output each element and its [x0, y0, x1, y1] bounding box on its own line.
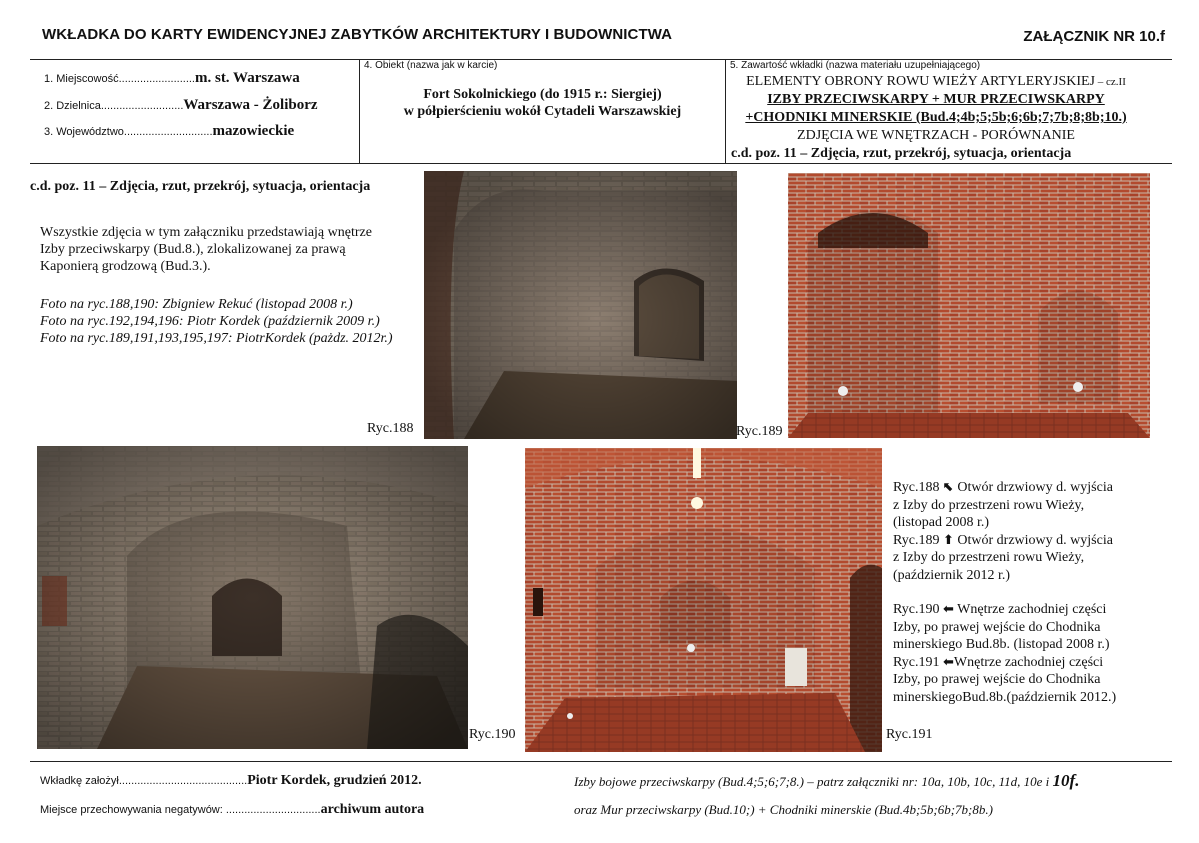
annex-number: ZAŁĄCZNIK NR 10.f — [1023, 28, 1165, 45]
voivodeship-field: 3. Województwo.............................mazowieckie — [44, 123, 295, 139]
contents-line-1: ELEMENTY OBRONY ROWU WIEŻY ARTYLERYJSKIEJ – cz.II — [746, 74, 1126, 89]
label-ryc189: Ryc.189 — [736, 424, 783, 439]
arrow-up-icon: ⬆ — [943, 532, 954, 548]
contents-line-5: c.d. poz. 11 – Zdjęcia, rzut, przekrój, sytuacja, orientacja — [731, 146, 1072, 161]
contents-label: 5. Zawartość wkładki (nazwa materiału uzupełniającego) — [730, 60, 981, 71]
locality-field: 1. Miejscowość.........................m. st. Warszawa — [44, 70, 300, 86]
description: Wszystkie zdjęcia w tym załączniku przedstawiają wnętrze Izby przeciwskarpy (Bud.8.), zlokalizowanej za prawą Kaponierą grodzową (Bud.3.). — [40, 225, 372, 274]
author-field: Wkładkę założył..........................................Piotr Kordek, grudzień 2012. — [40, 773, 422, 788]
voivodeship-value: mazowieckie — [212, 123, 295, 139]
district-field: 2. Dzielnica...........................Warszawa - Żoliborz — [44, 97, 318, 113]
photo-credits: Foto na ryc.188,190: Zbigniew Rekuć (listopad 2008 r.) Foto na ryc.192,194,196: Piotr Kordek (październik 2009 r.) Foto na ryc.189,191,193,195,197: PiotrKordek (pażdz. 2012r.) — [40, 297, 393, 346]
object-name: Fort Sokolnickiego (do 1915 r.: Siergiej) w półpierścieniu wokół Cytadeli Warszawskiej — [403, 87, 682, 119]
label-ryc190: Ryc.190 — [469, 727, 516, 742]
arrow-left-icon: ⬅ — [943, 654, 954, 670]
storage-value: archiwum autora — [320, 802, 425, 817]
form-divider-2 — [725, 59, 726, 163]
district-value: Warszawa - Żoliborz — [183, 97, 318, 113]
reference-line-1: Izby bojowe przeciwskarpy (Bud.4;5;6;7;8.) – patrz załączniki nr: 10a, 10b, 10c, 11d, 10e i 10f. — [574, 771, 1080, 790]
form-top-border — [30, 59, 1172, 60]
photo-ryc191 — [525, 448, 882, 752]
contents-line-3: +CHODNIKI MINERSKIE (Bud.4;4b;5;5b;6;6b;7;7b;8;8b;10.) — [745, 110, 1127, 125]
reference-line-2: oraz Mur przeciwskarpy (Bud.10;) + Chodniki minerskie (Bud.4b;5b;6b;7b;8b.) — [574, 802, 993, 817]
photo-ryc189 — [788, 173, 1150, 438]
author-value: Piotr Kordek, grudzień 2012. — [247, 773, 422, 788]
photo-ryc190 — [37, 446, 468, 749]
object-label: 4. Obiekt (nazwa jak w karcie) — [364, 60, 498, 71]
contents-line-2: IZBY PRZECIWSKARPY + MUR PRZECIWSKARPY — [767, 92, 1105, 107]
section-heading: c.d. poz. 11 – Zdjęcia, rzut, przekrój, sytuacja, orientacja — [30, 179, 371, 194]
locality-value: m. st. Warszawa — [194, 70, 300, 86]
label-ryc188: Ryc.188 — [367, 421, 414, 436]
page-title: WKŁADKA DO KARTY EWIDENCYJNEJ ZABYTKÓW ARCHITEKTURY I BUDOWNICTWA — [42, 26, 673, 43]
arrow-northwest-icon: ⬉ — [943, 480, 954, 495]
photo-ryc188 — [424, 171, 737, 439]
footer-border — [30, 761, 1172, 762]
storage-field: Miejsce przechowywania negatywów: ...............................archiwum autora — [40, 802, 425, 817]
contents-line-4: ZDJĘCIA WE WNĘTRZACH - PORÓWNANIE — [797, 128, 1075, 143]
label-ryc191: Ryc.191 — [886, 727, 933, 742]
arrow-left-icon: ⬅ — [943, 602, 954, 617]
form-bottom-border — [30, 163, 1172, 164]
legend: Ryc.188 ⬉ Otwór drzwiowy d. wyjścia z Izby do przestrzeni rowu Wieży, (listopad 2008 r.) Ryc.189 ⬆ Otwór drzwiowy d. wyjścia z Izby do przestrzeni rowu Wieży, (październik 2012 r.) Ryc.190 ⬅ Wnętrze zachodniej części Izby, po prawej wejście do Chodnika minerskiego Bud.8b. (listopad 2008 r.) Ryc.191 ⬅Wnętrze zachodniej części Izby, po prawej wejście do Chodnika minerskiegoBud.8b.(październik 2012.) — [893, 480, 1117, 705]
